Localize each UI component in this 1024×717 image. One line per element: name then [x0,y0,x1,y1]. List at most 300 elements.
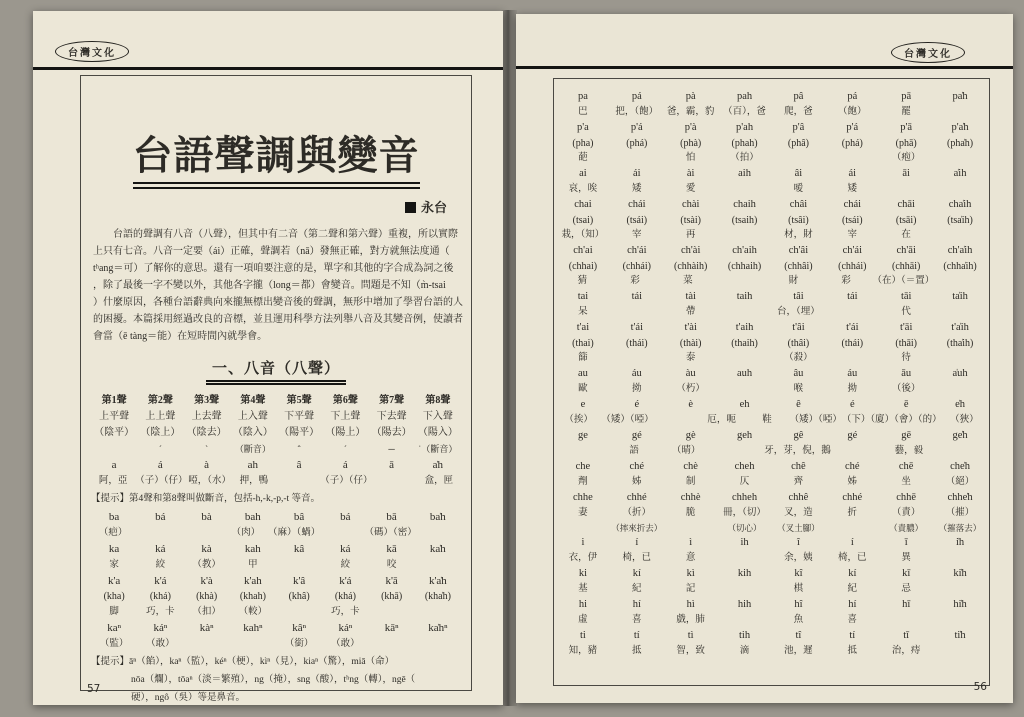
syllable: ta̍ih [952,291,968,302]
syllable: hī [902,599,911,610]
usage-note: （叉土腳） [777,523,820,533]
syllable-alt-spelling: (phâ) [787,138,809,149]
syllable: k'ah [243,575,262,587]
syllable: káⁿ [338,622,353,634]
syllable-alt-spelling: (phá) [841,138,863,149]
example-character-row [556,444,987,459]
example-character: 池，遲 [784,646,813,656]
syllable-alt-spelling: (thái) [625,338,648,349]
paragraph-line: ）什麼原因，各種台語辭典向來攏無標出變音後的聲調，無形中增加了學習台語的人 [93,297,463,308]
example-character: 抵 [632,646,642,656]
example-character: 制 [685,477,696,487]
syllable: taih [736,291,753,302]
syllable: chhè [680,492,701,503]
syllable-row [556,89,987,105]
syllable: auh [736,368,753,379]
syllable: kā [386,543,397,555]
syllable: ché [629,461,645,472]
page-number: 56 [973,681,987,693]
syllable: tí [849,630,856,641]
syllable: ē [903,399,909,410]
syllable-group [556,89,987,120]
tone-number: 第3聲 [194,395,220,406]
example-character: 仄 [739,477,750,487]
tone-number: 第7聲 [379,395,405,406]
example-character: （矮）（啞） [789,415,842,425]
example-character: （飽） [838,107,867,117]
syllable: gê [793,430,804,441]
tone-example-row [91,457,461,473]
example-character: 喉 [793,384,804,394]
syllable-group [556,459,987,490]
syllable-alt-spelling: (thái) [841,338,864,349]
syllable-row [556,120,987,136]
example-character-row [91,557,461,573]
syllable-group [556,490,987,535]
syllable: ch'āi [896,245,916,256]
example-character: （晴） [671,446,701,456]
example-character: 脆 [685,508,696,518]
tone-example-char [373,473,417,489]
syllable: âi [794,168,803,179]
example-character: 宰 [847,230,858,240]
syllable: tái [631,291,643,302]
example-character-row [556,644,987,659]
syllable-alt-spelling: (chhāi) [892,261,921,272]
syllable-alt-spelling: (chha̍ih) [943,261,977,272]
example-character [831,444,883,459]
tone-mark: ˊ [343,444,347,454]
syllable-alt-spelling: (chhái) [622,261,651,272]
example-character [415,604,461,620]
example-character: 代 [901,307,911,317]
example-character: 待 [901,353,911,363]
syllable-row [556,597,987,613]
tone-name: 上去聲 [191,411,222,422]
syllable: ī [904,537,908,548]
syllable-alt-spelling: (tsaih) [731,215,758,226]
syllable-group [556,320,987,366]
syllable: t'aih [735,322,754,333]
example-character: 罷 [901,107,911,117]
example-character: 椅，已 [838,553,867,563]
syllable-group [91,573,461,620]
syllable: p'â [792,122,805,133]
example-character: 猜 [577,276,588,286]
syllable: p'a̍h [951,122,969,133]
syllable-row [556,243,987,259]
syllable-row [556,366,987,382]
tone-number: 第2聲 [147,395,173,406]
example-character [934,274,987,289]
syllable: ch'ái [627,245,647,256]
syllable-alt-spelling: (chhai) [568,261,598,272]
syllable: tih [739,630,751,641]
example-character-row [556,305,987,320]
example-character [415,557,461,573]
syllable: ài [686,168,695,179]
tone-name: 上平聲 [99,411,130,422]
header-rule [33,67,503,70]
tone-name: 上入聲 [237,411,268,422]
syllable: pà [685,91,696,102]
author-byline [91,197,447,216]
syllable: gè [685,430,696,441]
example-character [935,444,987,459]
paragraph-line: 會當（ē tàng＝能）在短時間內就學會。 [93,331,268,342]
usage-note [825,521,879,535]
syllable-alt-spelling: (tha̍ih) [946,338,974,349]
syllable: hì [686,599,695,610]
example-character: 家 [109,560,119,570]
example-character: 語 [629,446,639,456]
syllable: kāⁿ [384,622,399,634]
syllable: k'a [107,575,121,587]
syllable: tāi [900,291,912,302]
syllable: tai [577,291,589,302]
example-character: 咬 [386,560,397,570]
syllable-row [556,197,987,213]
example-character [933,151,987,166]
syllable: k'á [154,575,167,587]
syllable: ái [633,168,641,179]
syllable: chê [791,461,806,472]
syllable: ì [689,537,693,548]
journal-stamp: 台灣文化 [891,42,965,63]
example-character: 篩 [578,353,588,363]
example-character: 衣，伊 [568,553,598,563]
syllable-row [556,320,987,336]
syllable: tâi [793,291,804,302]
syllable-row [91,620,461,636]
article-title: 台語聲調與變音 [133,134,420,189]
tone-example-char [276,473,320,489]
syllable-alt-spelling: (phà) [680,138,702,149]
syllable: kah [244,543,261,555]
example-character [276,557,322,573]
example-character [369,604,415,620]
syllable: bâ [293,511,305,523]
syllable: tì [687,630,694,641]
syllable-group [556,628,987,659]
example-character [718,351,772,366]
syllable: p'à [684,122,697,133]
tone-number: 第8聲 [425,395,451,406]
example-character [718,551,772,566]
syllable-group [91,509,461,541]
tone-example-char-row [91,473,461,489]
example-character-row [556,613,987,628]
example-character [610,305,664,320]
example-character: 忌 [901,584,911,594]
syllable-alt-spelling: (chhâi) [784,261,813,272]
example-character: （銜） [284,639,314,649]
tone-mark: （斷音） [234,444,271,454]
syllable-alt-spelling: (khah) [239,591,266,602]
tone-number: 第5聲 [286,395,312,406]
example-character [415,636,461,652]
syllable: kī [902,568,911,579]
syllable: k'â [292,575,306,587]
tone-example-char: （子）（仔） [135,476,188,486]
syllable-example-table [91,509,461,652]
left-page [33,11,503,705]
syllable: ih [740,537,749,548]
example-character: 意 [685,553,696,563]
syllable-group [91,620,461,652]
syllable: é [634,399,640,410]
tone-example-char: 啞，（水） [188,476,231,486]
syllable: chē [898,461,914,472]
paragraph-line: 的困擾。本篇採用經過改良的音標，並且運用科學方法列舉八音及其變音例，使讀者 [93,314,463,325]
tone-number-row [91,393,461,409]
syllable: geh [736,430,753,441]
syllable-group [556,289,987,320]
syllable-group [556,243,987,289]
syllable: bá [155,511,166,523]
tone-example: â [296,459,302,471]
journal-stamp: 台灣文化 [55,41,129,62]
syllable-row [556,459,987,475]
syllable: kí [848,568,857,579]
example-character: 姊 [632,477,642,487]
syllable: pa [577,91,588,102]
example-character: 材，財 [784,230,813,240]
example-character: 怕 [685,153,696,163]
tone-number: 第1聲 [101,395,127,406]
syllable: tài [685,291,696,302]
syllable: ché [845,461,860,472]
example-character: 宰 [632,230,642,240]
tone-name: 下去聲 [376,411,407,422]
example-character [654,413,699,428]
syllable-alt-spelling: (tsài) [680,215,701,226]
example-character: 喜 [632,615,642,625]
tone-example: á [342,459,348,471]
example-character: （摧） [945,508,975,518]
syllable: châi [789,199,808,210]
syllable: chāi [897,199,915,210]
example-character: （狹） [950,415,979,425]
example-character: 巧，卡 [331,607,360,617]
syllable: àu [685,368,696,379]
book-spine-shadow [501,10,517,706]
syllable: cha̍ih [948,199,972,210]
hint-note-continued: 硬），ngô（吳）等是鼻音。 [131,693,246,703]
example-character [610,151,664,166]
example-character [276,604,322,620]
example-character: 智，致 [676,646,705,656]
usage-note: （摧落去） [938,523,982,533]
syllable: au [577,368,588,379]
tone-mark: ˈ（斷音） [418,444,458,454]
syllable: kahⁿ [243,622,263,634]
example-character-row [91,525,461,541]
syllable: chhe [573,492,593,503]
example-character: 劑 [578,477,588,487]
syllable-alt-spelling: (phah) [731,138,758,149]
syllable-tone-chart [553,78,990,686]
syllable: chhe̍h [947,492,973,503]
syllable: k'ā [385,575,398,587]
paragraph-line: 上只有七音。八音一定要（ái）正確，聲調若（nā）發無正確，對方就無法度通（ [93,246,450,257]
syllable-alt-spelling: (khá) [149,591,171,602]
syllable: kà [201,543,212,555]
paragraph-line: ，除了最後一字不變以外，其他各字攏（long＝都）會變音。問題是不知（m̀-tsai [93,280,446,291]
example-character [825,351,879,366]
tone-name: 上上聲 [145,411,176,422]
left-content-box [80,75,472,703]
example-character: （碼）（密） [364,528,417,538]
example-character: （矮）（啞） [601,415,654,425]
tone-example-char: （子）（仔） [320,476,373,486]
example-character: （在）（＝置） [872,276,935,286]
example-character [933,105,987,120]
example-character: 彩 [841,276,851,286]
syllable-alt-spelling: (thai) [572,338,594,349]
syllable: pā [901,91,912,102]
example-character: 泰 [685,353,696,363]
syllable: p'ah [736,122,754,133]
example-character: 基 [578,584,588,594]
syllable-alt-spelling-row [91,589,461,604]
example-character: 歐 [578,384,588,394]
author-name: 永台 [420,200,447,215]
syllable: p'á [846,122,859,133]
syllable: hi [578,599,588,610]
syllable: káⁿ [153,622,168,634]
syllable: gé [847,430,858,441]
example-character: 紀 [847,584,858,594]
tone-number: 第6聲 [332,395,358,406]
syllable: ba [108,511,120,523]
syllable-alt-spelling: (tsai) [572,215,594,226]
example-character [610,351,664,366]
syllable: aih [738,168,751,179]
syllable: chè [683,461,698,472]
syllable: chái [628,199,646,210]
example-character: 把，（飽） [615,107,659,117]
section-heading: 一、八音（八聲） [206,357,346,385]
author-square-icon [405,202,416,213]
tone-register: （陽入） [417,427,458,438]
example-character: （麻）（蝸） [267,528,321,538]
syllable: t'âi [792,322,805,333]
syllable: tí [633,630,640,641]
syllable: ai [579,168,587,179]
syllable: pá [847,91,858,102]
syllable: ki [578,568,588,579]
syllable-alt-spelling: (thâi) [787,338,810,349]
syllable: pá [631,91,642,102]
syllable: kâ [293,543,305,555]
tone-register: （陽平） [279,427,320,438]
syllable: e [580,399,586,410]
example-character: 葩 [578,153,588,163]
syllable: ká [155,543,166,555]
syllable: eh [739,399,750,410]
syllable: kî [794,568,803,579]
example-character: 折 [847,508,858,518]
syllable: kí [632,568,641,579]
example-character: 異 [901,553,911,563]
syllable-alt-spelling: (chhái) [838,261,867,272]
example-character [879,613,933,628]
tone-mark: ˊ [158,444,162,454]
example-character: （百），爸 [723,107,766,117]
example-character-row [556,151,987,166]
tone-name: 下平聲 [284,411,315,422]
syllable-group [556,120,987,166]
example-character: （疱） [891,153,921,163]
example-character: （殺） [784,353,813,363]
syllable: āi [902,168,910,179]
syllable-alt-spelling: (kha̍h) [424,591,451,602]
syllable: hih [737,599,752,610]
syllable: gē [901,430,912,441]
syllable: ch'aih [732,245,757,256]
example-character: （敢） [331,639,360,649]
syllable: chhē [896,492,917,503]
syllable-row [556,566,987,582]
syllable: é [849,399,855,410]
example-character: 藝，毅 [894,446,924,456]
example-character: （折） [622,508,652,518]
example-character [718,582,772,597]
tone-number: 第4聲 [240,395,266,406]
example-character [718,382,772,397]
example-character: 栽，（知） [561,230,605,240]
syllable: ch'ài [680,245,701,256]
syllable: chai [574,199,592,210]
syllable: ê [796,399,801,410]
syllable: kaⁿ [107,622,122,634]
syllable-group [556,597,987,628]
tone-register: （陰平） [94,427,135,438]
syllable: ge [577,430,588,441]
syllable-alt-spelling-row [556,336,987,351]
syllable: bá [340,511,351,523]
example-character: （扣） [192,607,221,617]
syllable: ch'ái [842,245,862,256]
syllable-alt-spelling: (chhàih) [674,261,708,272]
tone-example-char: 盒，匣 [424,476,454,486]
example-character [933,182,987,197]
syllable: chái [843,199,862,210]
syllable-group [556,428,987,459]
example-character [179,525,223,541]
example-character-row [556,182,987,197]
syllable-alt-spelling-row [556,136,987,151]
syllable: kàⁿ [199,622,214,634]
syllable-alt-spelling: (tsái) [626,215,648,226]
syllable: āu [901,368,912,379]
syllable: kì [686,568,695,579]
syllable: ti̍h [954,630,966,641]
example-character-row [556,475,987,490]
example-character [369,636,415,652]
tone-register-row [91,425,461,441]
example-character: 台，（埋） [777,307,820,317]
syllable: tī [903,630,910,641]
example-character: 絞 [155,560,166,570]
example-character [933,382,987,397]
usage-note [556,521,610,535]
syllable-alt-spelling: (thaih) [731,338,758,349]
syllable: ka [108,543,120,555]
example-character [135,525,179,541]
example-character [933,582,987,597]
